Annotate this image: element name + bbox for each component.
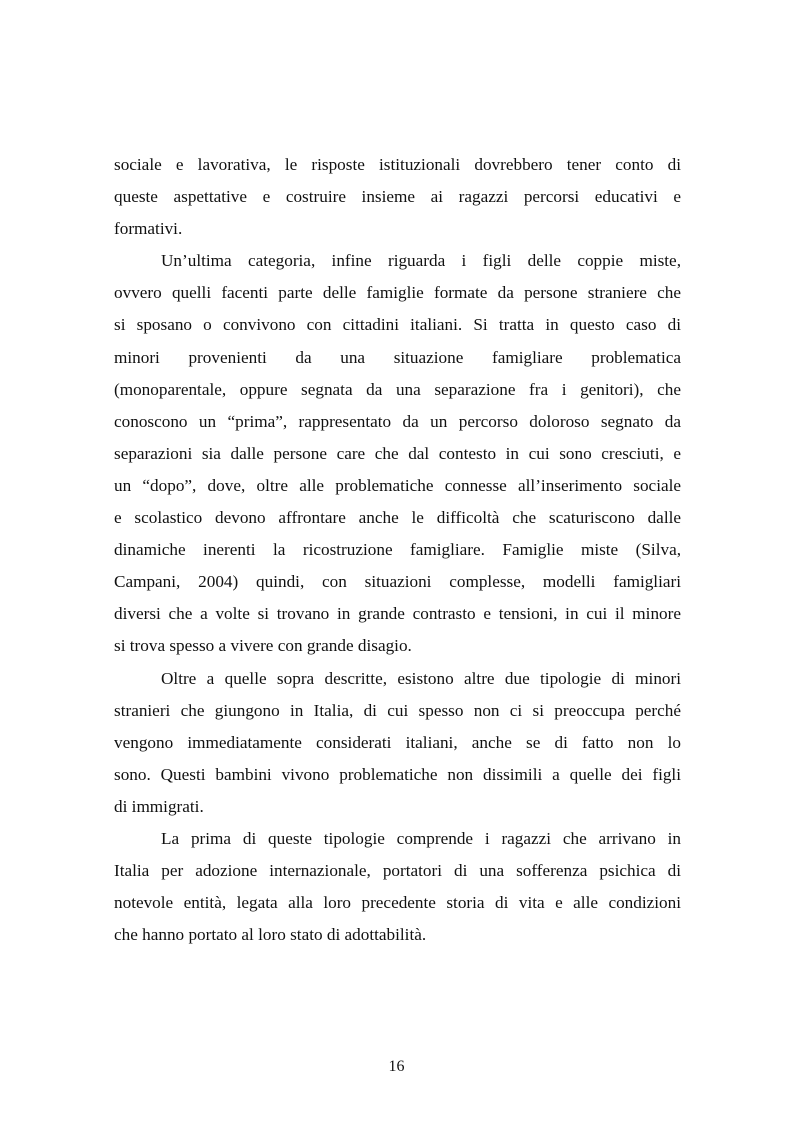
- text-line: La prima di queste tipologie comprende i ragazzi che arrivano in: [161, 828, 681, 848]
- text-line: di immigrati.: [114, 796, 204, 816]
- text-line: Oltre a quelle sopra descritte, esistono altre due tipologie di minori: [161, 668, 681, 688]
- text-line: conoscono un “prima”, rappresentato da un percorso doloroso segnato da: [114, 411, 681, 431]
- text-line: separazioni sia dalle persone care che dal contesto in cui sono cresciuti, e: [114, 443, 681, 463]
- text-line: (monoparentale, oppure segnata da una separazione fra i genitori), che: [114, 379, 681, 399]
- text-line: che hanno portato al loro stato di adottabilità.: [114, 925, 427, 945]
- text-line: Un’ultima categoria, infine riguarda i figli delle coppie miste,: [161, 251, 681, 271]
- text-line: formativi.: [114, 219, 183, 239]
- text-line: ovvero quelli facenti parte delle famiglie formate da persone straniere che: [114, 283, 681, 303]
- text-line: sono. Questi bambini vivono problematiche non dissimili a quelle dei figli: [114, 764, 681, 784]
- body-text: [114, 149, 681, 951]
- paragraph-3: [114, 663, 681, 823]
- text-line: Campani, 2004) quindi, con situazioni complesse, modelli famigliari: [114, 572, 681, 592]
- text-line: Italia per adozione internazionale, portatori di una sofferenza psichica di: [114, 861, 681, 881]
- text-line: si sposano o convivono con cittadini italiani. Si tratta in questo caso di: [114, 315, 681, 335]
- text-line: diversi che a volte si trovano in grande contrasto e tensioni, in cui il minore: [114, 604, 681, 624]
- page-number: 16: [388, 1058, 405, 1075]
- text-line: notevole entità, legata alla loro precedente storia di vita e alle condizioni: [114, 893, 681, 913]
- text-line: queste aspettative e costruire insieme ai ragazzi percorsi educativi e: [114, 187, 681, 207]
- text-line: si trova spesso a vivere con grande disagio.: [114, 636, 412, 656]
- text-line: vengono immediatamente considerati italiani, anche se di fatto non lo: [114, 732, 681, 752]
- text-line: e scolastico devono affrontare anche le difficoltà che scaturiscono dalle: [114, 508, 681, 528]
- text-line: minori provenienti da una situazione famigliare problematica: [114, 347, 681, 367]
- text-line: stranieri che giungono in Italia, di cui spesso non ci si preoccupa perché: [114, 700, 681, 720]
- paragraph-2: [114, 245, 681, 662]
- text-line: dinamiche inerenti la ricostruzione famigliare. Famiglie miste (Silva,: [114, 540, 681, 560]
- text-line: un “dopo”, dove, oltre alle problematiche connesse all’inserimento sociale: [114, 475, 681, 495]
- text-line: sociale e lavorativa, le risposte istituzionali dovrebbero tener conto di: [114, 155, 681, 174]
- paragraph-4: [114, 823, 681, 951]
- paragraph-1: [114, 149, 681, 245]
